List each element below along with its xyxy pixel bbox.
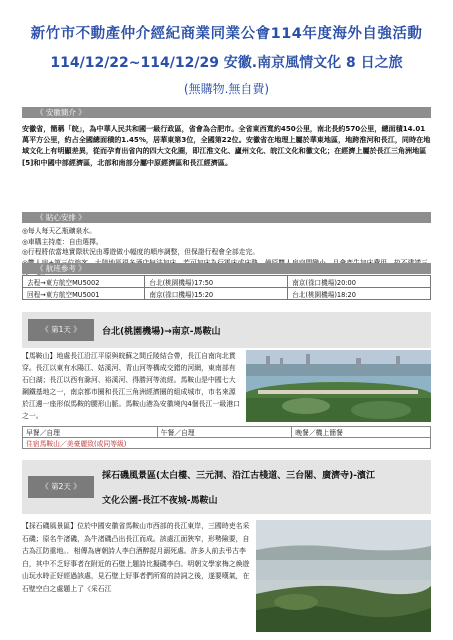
day2-route-line1: 採石磯風景區(太白樓、三元洞、沿江古棧道、三台閣、廣濟寺)-濱江: [102, 471, 375, 481]
hotel-cell: 住宿馬鞍山／美豪麗致(或同等級): [23, 438, 431, 449]
flight-cell: 南京(祿口機場)15:20: [145, 288, 288, 300]
day1-tag: 《 第1天 》: [28, 319, 94, 341]
flights-section-bar: [22, 263, 431, 274]
intro-text: 安徽省，簡稱「皖」，為中華人民共和國一級行政區，省會為合肥市。全省東西寬約450公里，南北長約570公里，總面積14.01萬平方公里，約占全國總面積的1.45%，居華東第3位，全國第22位。安徽省在地理上屬於華東地區，地跨淮河和長江，同時在地域文化上有明顯差異，從而孕育出省內的四大文化圈，即江淮文化、廬州文化、皖江文化和徽文化；在經濟上屬於長江三角洲地區[5]和中國中部經濟區，北部和南部分屬中原經濟區和長江經濟區。: [22, 124, 431, 167]
table-row: [23, 288, 431, 300]
tips-section-label: 《 貼心安排 》: [36, 213, 86, 222]
city-lake-image: [246, 350, 431, 422]
day2-header: [22, 460, 431, 514]
breakfast-cell: 早餐／自理: [23, 427, 158, 438]
flight-cell: 台北(桃園機場)17:50: [145, 276, 288, 288]
river-landscape-image: [256, 520, 431, 632]
day1-route: 台北(桃園機場)→南京-馬鞍山: [102, 327, 221, 337]
day1-header: [22, 312, 431, 348]
flight-cell: 南京(祿口機場)20:00: [288, 276, 431, 288]
tip-item: ◎每人每天乙瓶礦泉水。: [22, 227, 96, 235]
page-title: 新竹市不動產仲介經紀商業同業公會114年度海外自強活動: [30, 26, 423, 42]
table-row: [23, 427, 431, 438]
tip-item: ◎車購主持產：自由選擇。: [22, 237, 103, 246]
caishiji-photo: [256, 520, 431, 632]
flight-table: [22, 275, 431, 300]
table-row: [23, 276, 431, 288]
flight-cell: 回程→東方航空MU5001: [23, 288, 145, 300]
day2-route-line2: 文化公園-長江不夜城-馬鞍山: [102, 496, 218, 506]
table-row: [23, 438, 431, 449]
flights-section-label: 《 航班參考 》: [36, 264, 86, 273]
flight-cell: 台北(桃園機場)18:20: [288, 288, 431, 300]
tip-item: ◎行程將依當地實際狀況由導遊做小幅度的順序調整，但保證行程會全部走完。: [22, 248, 260, 256]
trip-title: 114/12/22~114/12/29 安徽.南京風情文化 8 日之旅: [50, 55, 403, 71]
intro-section-bar: [22, 107, 431, 118]
day1-text: 【馬鞍山】地處長江沿江平原與皖蘇之間丘陵結合帶，長江自南向北貫穿。長江以東有水陽江、姑溪河、青山河等構成交錯的河網，東南部有石臼湖；長江以西有滁河、裕溪河、得勝河等流經。馬鞍山是中國七大鋼鐵基地之一，南京都市圈和長江三角洲經濟圈的組成城市，市名來源於江邊一座形似馬鞍的腰形山脈。馬鞍山港為安徽境內4個長江一級港口之一。: [22, 352, 240, 420]
day2-text: 【採石磯風景區】位於中國安徽省馬鞍山市西部的長江東岸，三國時吏名采石磯；原名牛渚磯，為牛渚磯凸出長江而成。該處江面狹窄，形勢險要，自古為江防重地。．相傳為唐朝詩人李白酒醉捉月溺死處。許多人前去弔古李白，其中不乏好事者在附近的石壁上題詩比擬磯李白。明朝文學家梅之煥遊山玩水時正好經過該處，見石壁上好事者們所寫的詩詞之後，遂要嘆氣，在石壁空白之處題上了《采石江: [22, 522, 250, 593]
trip-subtitle: (無購物.無自費): [183, 82, 270, 96]
dinner-cell: 晚餐／機上簡餐: [292, 427, 431, 438]
lunch-cell: 午餐／自理: [157, 427, 292, 438]
day2-tag: 《 第2天 》: [28, 476, 94, 498]
tips-section-bar: [22, 212, 431, 223]
intro-section-label: 《 安徽簡介 》: [36, 108, 86, 117]
day1-meal-table: [22, 426, 431, 449]
maanshan-photo: [246, 350, 431, 422]
flight-cell: 去程→東方航空MU5002: [23, 276, 145, 288]
